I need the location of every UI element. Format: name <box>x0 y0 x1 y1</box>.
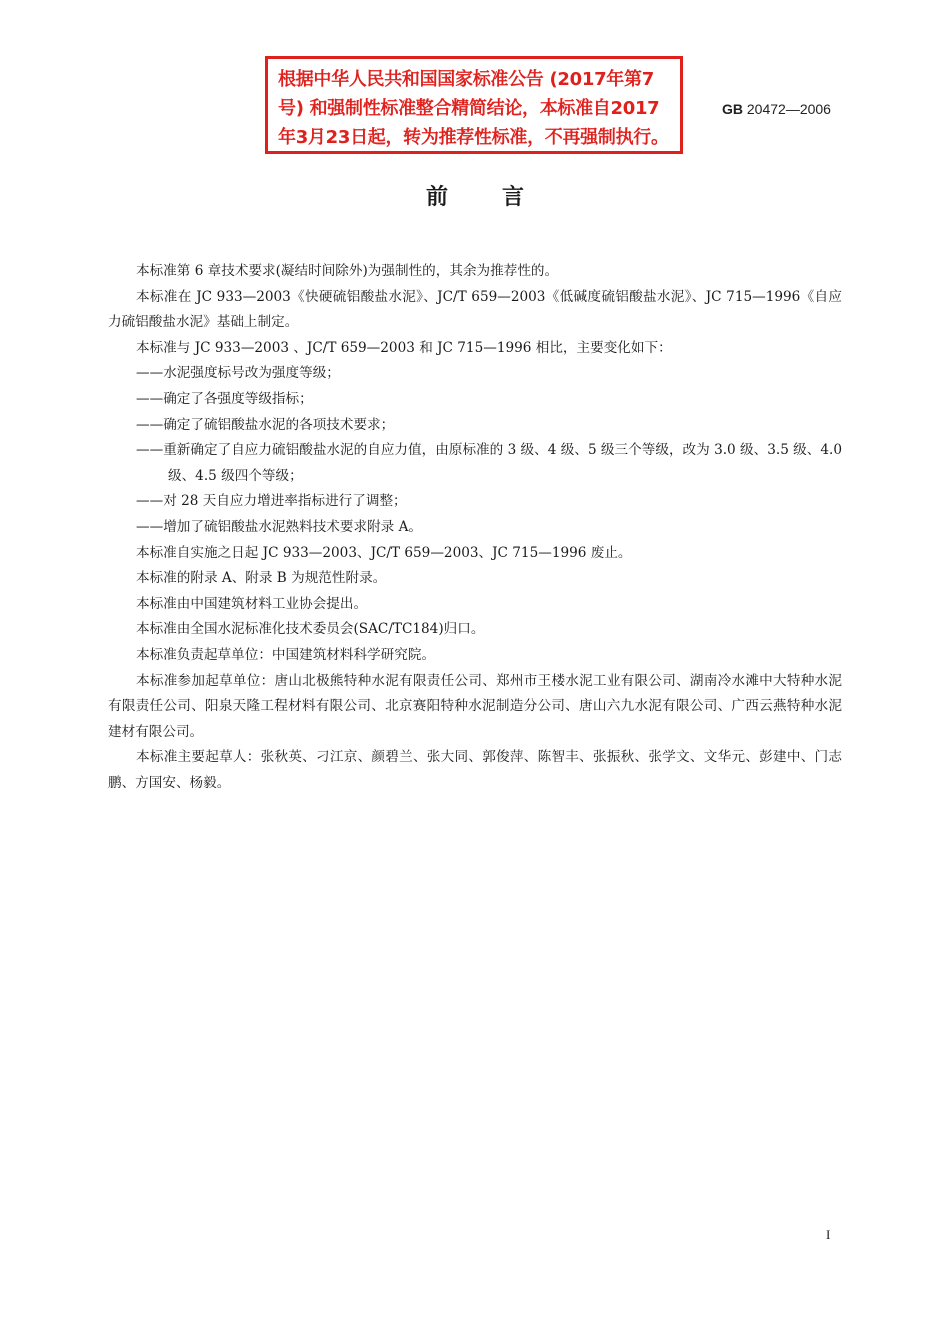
list-item: ——确定了硫铝酸盐水泥的各项技术要求； <box>136 416 395 433</box>
paragraph: 本标准主要起草人：张秋英、刁江京、颜碧兰、张大同、郭俊萍、陈智丰、张振秋、张学文、文华元、彭建中、门志鹏、方国安、杨毅。 <box>108 749 842 791</box>
paragraph: 本标准自实施之日起 JC 933—2003、JC/T 659—2003、JC 715—1996 废止。 <box>136 544 632 561</box>
paragraph: 本标准由全国水泥标准化技术委员会(SAC/TC184)归口。 <box>136 621 485 638</box>
notice-line: 号) 和强制性标准整合精简结论，本标准自2017 <box>278 98 660 119</box>
list-item: ——重新确定了自应力硫铝酸盐水泥的自应力值，由原标准的 3 级、4 级、5 级三个等级，改为 3.0 级、3.5 级、4.0 级、4.5 级四个等级； <box>136 442 842 484</box>
mandatory-status-notice <box>265 56 683 154</box>
paragraph: 本标准由中国建筑材料工业协会提出。 <box>136 595 368 612</box>
notice-line: 根据中华人民共和国国家标准公告 (2017年第7 <box>278 69 654 90</box>
list-item: ——水泥强度标号改为强度等级； <box>136 365 340 382</box>
list-item: ——对 28 天自应力增进率指标进行了调整； <box>136 493 407 510</box>
paragraph: 本标准负责起草单位：中国建筑材料科学研究院。 <box>136 646 436 663</box>
foreword-body <box>108 259 842 796</box>
paragraph: 本标准在 JC 933—2003《快硬硫铝酸盐水泥》、JC/T 659—2003《低碱度硫铝酸盐水泥》、JC 715—1996《自应力硫铝酸盐水泥》基础上制定。 <box>108 288 842 331</box>
standard-prefix: GB <box>722 101 743 117</box>
paragraph: 本标准与 JC 933—2003 、JC/T 659—2003 和 JC 715—1996 相比，主要变化如下： <box>136 339 672 356</box>
notice-line: 年3月23日起，转为推荐性标准，不再强制执行。 <box>278 127 669 148</box>
paragraph: 本标准第 6 章技术要求(凝结时间除外)为强制性的，其余为推荐性的。 <box>136 263 559 279</box>
list-item: ——确定了各强度等级指标； <box>136 390 313 407</box>
paragraph: 本标准参加起草单位：唐山北极熊特种水泥有限责任公司、郑州市王楼水泥工业有限公司、湖南冷水滩中大特种水泥有限责任公司、阳泉天隆工程材料有限公司、北京赛阳特种水泥制造分公司、唐山六九水泥有限公司、广西云燕特种水泥建材有限公司。 <box>108 672 842 740</box>
standard-code: 20472—2006 <box>746 101 831 117</box>
page-title: 前言 <box>425 185 578 210</box>
list-item: ——增加了硫铝酸盐水泥熟料技术要求附录 A。 <box>136 518 423 535</box>
page-number: I <box>826 1227 831 1242</box>
paragraph: 本标准的附录 A、附录 B 为规范性附录。 <box>136 570 387 587</box>
standard-number <box>722 101 831 117</box>
